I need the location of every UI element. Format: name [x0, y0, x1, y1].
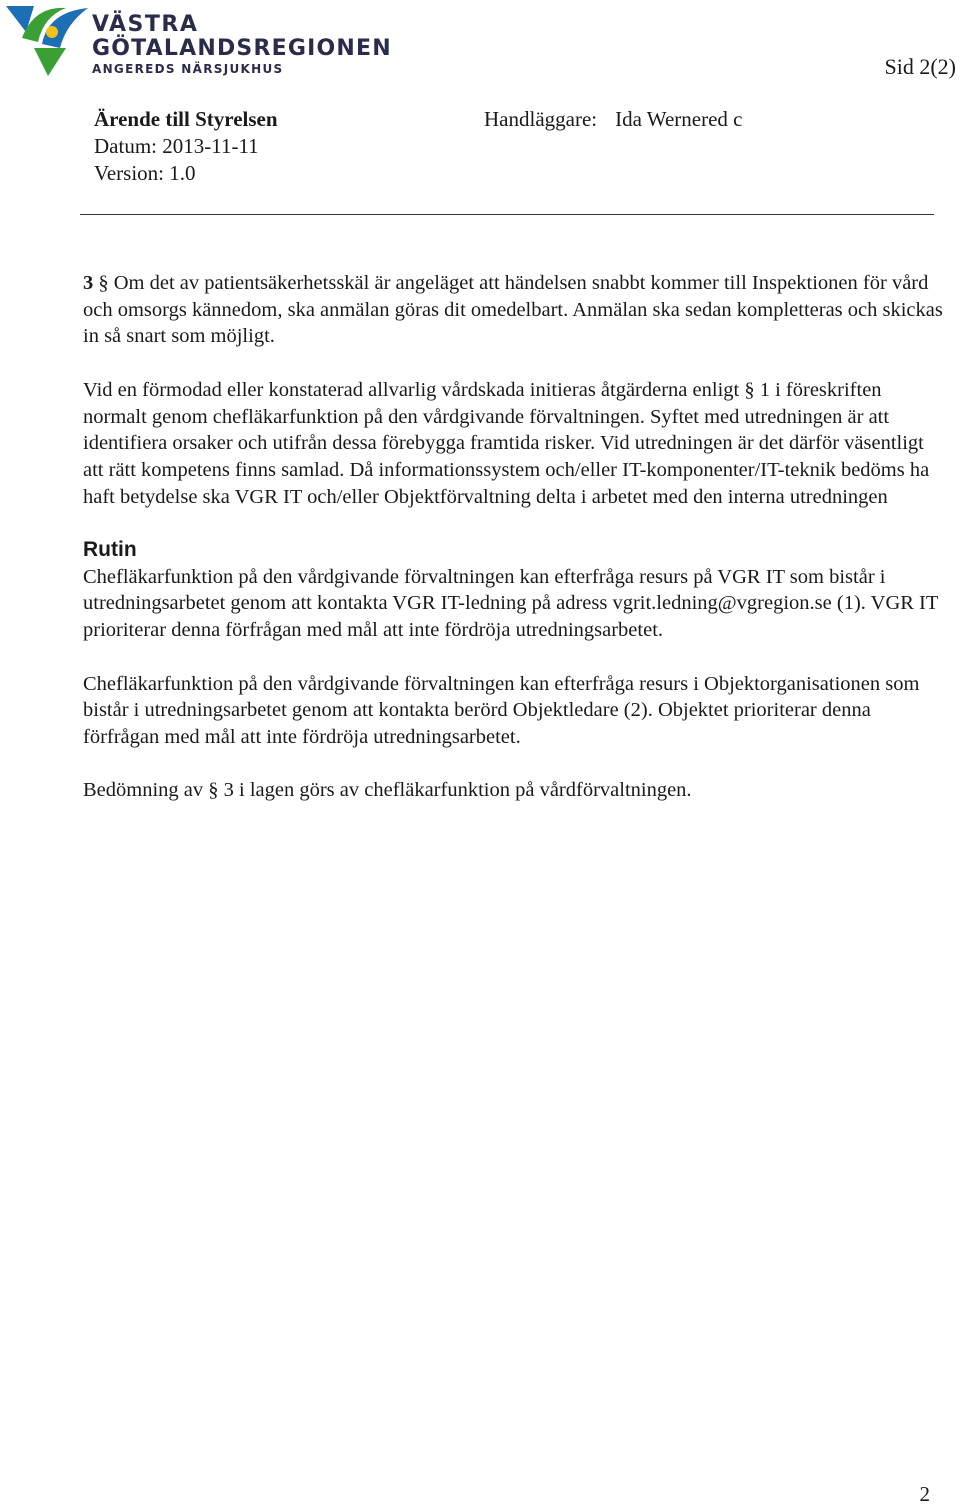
paragraph-5-text-after: 3 i lagen görs av chefläkarfunktion på vårdförvaltningen. [223, 779, 692, 802]
paragraph-1-text: Om det av patientsäkerhetsskäl är angeläget att händelsen snabbt kommer till Inspektionen för vård och omsorgs kännedom, ska anmälan göras dit omedelbart. Anmälan ska sedan kompletteras och skickas in så snart som möjligt. [83, 272, 943, 348]
paragraph-4: Chefläkarfunktion på den vårdgivande förvaltningen kan efterfråga resurs i Objektorganisationen som bistår i utredningsarbetet genom att kontakta berörd Objektledare (2). Objektet prioriterar denna förfrågan med mål att inte fördröja utredningsarbetet. [83, 672, 920, 748]
document-title: Ärende till Styrelsen [94, 107, 278, 131]
logo-line-vastra: VÄSTRA [92, 12, 199, 37]
paragraph-1-number: 3 [83, 272, 94, 294]
heading-rutin: Rutin [83, 538, 137, 561]
handler-name: Ida Wernered c [615, 107, 743, 131]
logo-line-hospital: ANGEREDS NÄRSJUKHUS [92, 62, 284, 76]
vgr-emblem-icon [4, 2, 94, 80]
paragraph-2-text-after: 1 i föreskriften normalt genom chefläkarfunktion på den vårdgivande förvaltningen. Syftet med utredningen är att identifiera orsaker och utifrån dessa förebygga framtida risker. Vid utredningen är det därför väsentligt att rätt kompetens finns samlad. Då informationssystem och/eller IT-komponenter/IT-teknik bedöms ha haft betydelse ska VGR IT och/eller Objektförvaltning delta i arbetet med den interna utredningen [83, 378, 930, 508]
organization-logo [4, 2, 392, 80]
handler-info [484, 106, 742, 133]
document-date: Datum: 2013-11-11 [94, 134, 259, 158]
page-indicator: Sid 2(2) [884, 54, 956, 79]
section-sign: § [98, 272, 109, 294]
section-sign: § [744, 378, 755, 401]
page-number: 2 [919, 1482, 930, 1506]
header-divider [80, 214, 934, 215]
logo-line-gotalandsregionen: GÖTALANDSREGIONEN [92, 36, 392, 61]
document-version: Version: 1.0 [94, 161, 196, 185]
paragraph-3: Chefläkarfunktion på den vårdgivande förvaltningen kan efterfråga resurs på VGR IT som bistår i utredningsarbetet genom att kontakta VGR IT-ledning på adress vgrit.ledning@vgregion.se (1). VGR IT prioriterar denna förfrågan med mål att inte fördröja utredningsarbetet. [83, 565, 939, 642]
paragraph-5-text-before: Bedömning av [83, 779, 204, 802]
paragraph-1 [83, 270, 943, 350]
paragraph-5 [83, 777, 943, 804]
paragraph-2-text-before: Vid en förmodad eller konstaterad allvarlig vårdskada initieras åtgärderna enligt [83, 378, 740, 401]
document-body [83, 270, 943, 831]
paragraph-2 [83, 377, 943, 511]
section-sign: § [208, 779, 219, 802]
document-header [94, 106, 278, 187]
handler-label: Handläggare: [484, 107, 598, 131]
